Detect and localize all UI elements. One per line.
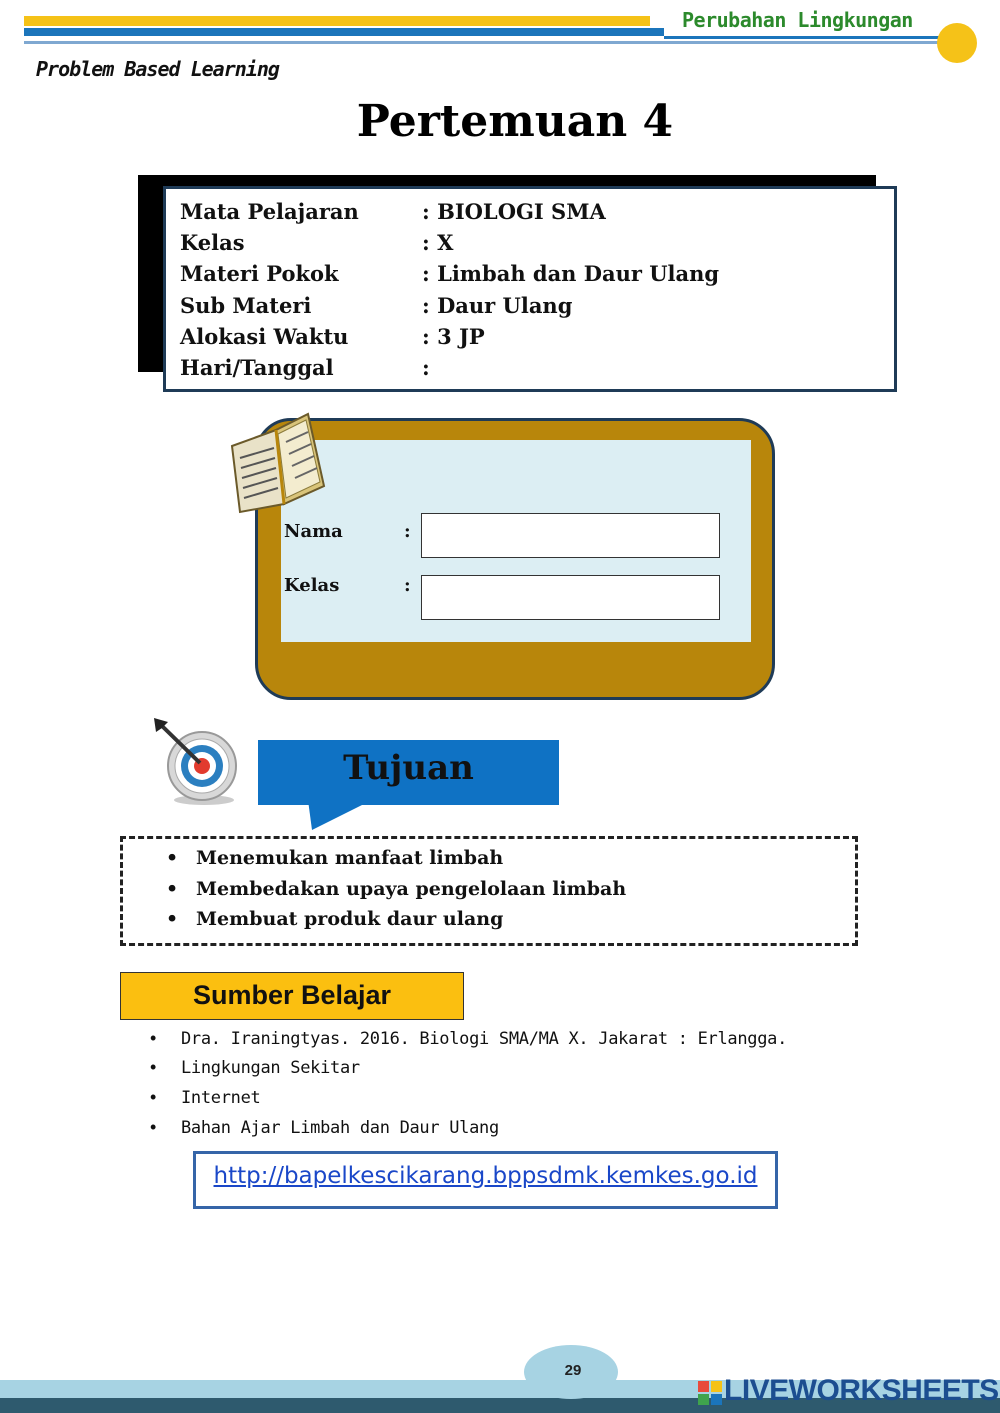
info-value: : Limbah dan Daur Ulang [422,261,720,286]
source-item: Lingkungan Sekitar [181,1058,360,1078]
tujuan-title: Tujuan [343,748,474,788]
info-label: Materi Pokok [180,261,339,286]
source-item: Bahan Ajar Limbah dan Daur Ulang [181,1118,499,1138]
info-value: : X [422,230,454,255]
kelas-colon: : [404,575,411,596]
header-divider-line-right [664,36,954,39]
info-value: : [422,355,430,380]
page-title: Pertemuan 4 [356,96,674,147]
bullet-icon: • [150,1028,157,1048]
info-value: : Daur Ulang [422,293,573,318]
dartboard-target-icon [152,718,242,808]
topic-title: Perubahan Lingkungan [682,8,913,32]
header-divider-line [24,41,954,44]
bullet-icon: • [150,1057,157,1077]
header-bar-yellow [24,16,650,26]
nama-input[interactable] [421,513,720,558]
kelas-label: Kelas [284,575,340,596]
sumber-belajar-title: Sumber Belajar [192,980,392,1010]
bullet-icon: • [150,1117,157,1137]
pbl-label: Problem Based Learning [36,57,279,81]
header-circle-decoration [937,23,977,63]
info-label: Kelas [180,230,245,255]
tujuan-banner-tail [308,800,372,830]
bullet-icon: • [150,1087,157,1107]
source-item: Dra. Iraningtyas. 2016. Biologi SMA/MA X. Jakarat : Erlangga. [181,1029,788,1049]
liveworksheets-brand[interactable]: LIVEWORKSHEETS [724,1374,999,1407]
liveworksheets-logo-icon [698,1381,722,1405]
goal-item: • Menemukan manfaat limbah [196,847,503,869]
info-value: : 3 JP [422,324,485,349]
info-label: Alokasi Waktu [180,324,349,349]
info-value: : BIOLOGI SMA [422,199,606,224]
goal-item: • Membedakan upaya pengelolaan limbah [196,878,626,900]
goals-box [120,836,858,946]
header-bar-blue [24,28,664,36]
info-label: Sub Materi [180,293,312,318]
page-number: 29 [564,1362,582,1379]
info-label: Mata Pelajaran [180,199,359,224]
lesson-info-box [163,186,897,392]
info-label: Hari/Tanggal [180,355,334,380]
kelas-input[interactable] [421,575,720,620]
source-item: Internet [181,1088,261,1108]
open-book-icon [228,412,328,516]
source-link[interactable]: http://bapelkescikarang.bppsdmk.kemkes.go.id [213,1163,758,1189]
nama-label: Nama [284,521,343,542]
goal-item: • Membuat produk daur ulang [196,908,503,930]
nama-colon: : [404,521,411,542]
